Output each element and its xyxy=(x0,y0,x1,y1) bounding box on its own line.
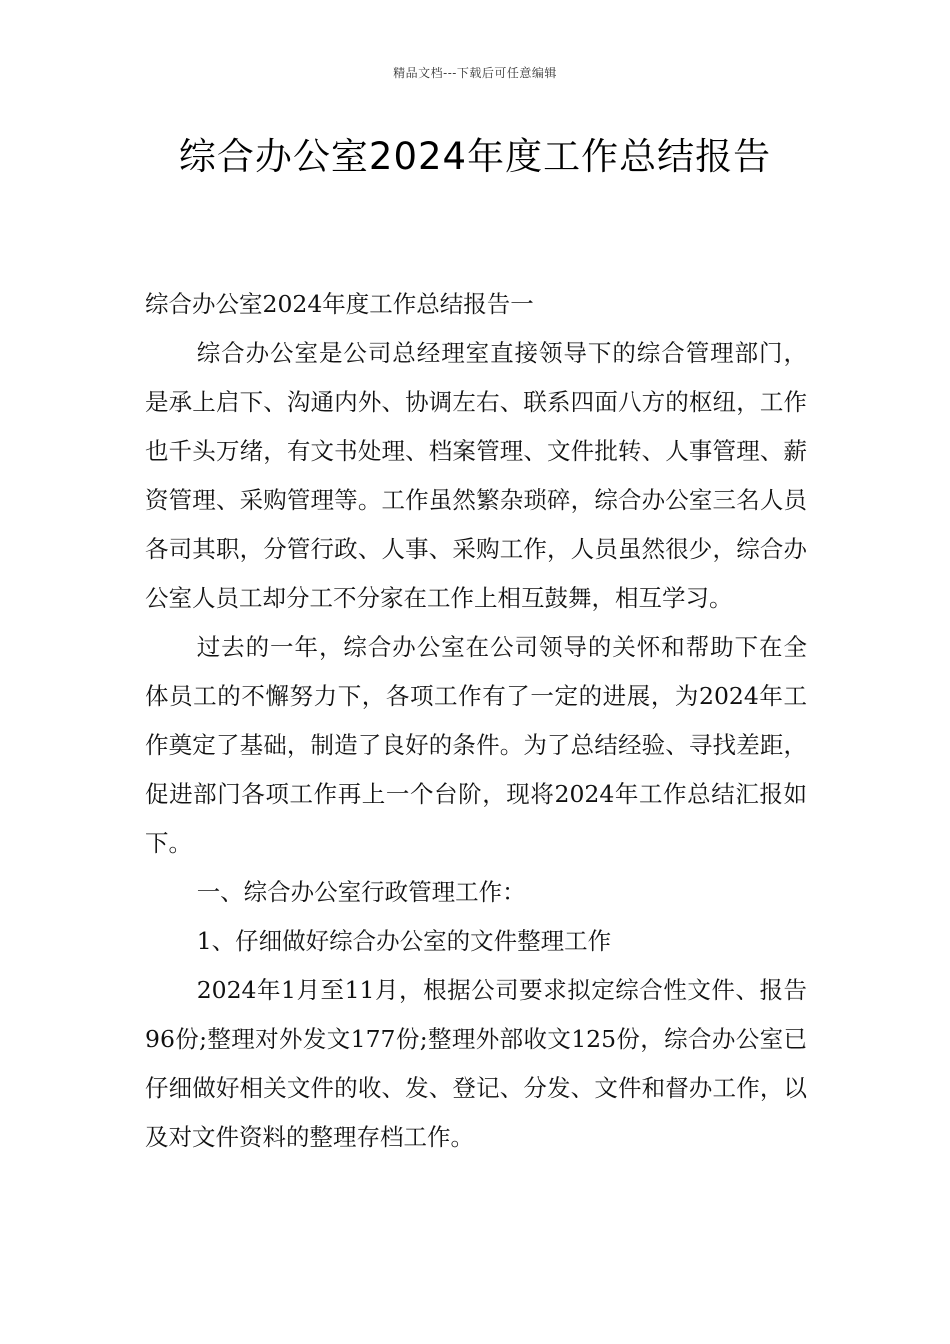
section-subtitle: 综合办公室2024年度工作总结报告一 xyxy=(145,290,534,318)
subsection-heading-files: 1、仔细做好综合办公室的文件整理工作 xyxy=(196,927,612,955)
document-body xyxy=(145,280,807,1162)
section-heading-admin: 一、综合办公室行政管理工作： xyxy=(196,878,526,906)
header-note: 精品文档---下载后可任意编辑 xyxy=(393,66,557,80)
document-title: 综合办公室2024年度工作总结报告 xyxy=(178,135,772,178)
paragraph-review: 过去的一年，综合办公室在公司领导的关怀和帮助下在全体员工的不懈努力下，各项工作有了一定的进展，为2024年工作奠定了基础，制造了良好的条件。为了总结经验、寻找差距，促进部门各项工作再上一个台阶，现将2024年工作总结汇报如下。 xyxy=(145,633,807,857)
paragraph-intro: 综合办公室是公司总经理室直接领导下的综合管理部门，是承上启下、沟通内外、协调左右、联系四面八方的枢纽，工作也千头万绪，有文书处理、档案管理、文件批转、人事管理、薪资管理、采购管理等。工作虽然繁杂琐碎，综合办公室三名人员各司其职，分管行政、人事、采购工作，人员虽然很少，综合办公室人员工却分工不分家在工作上相互鼓舞，相互学习。 xyxy=(145,339,807,612)
paragraph-files-detail: 2024年1月至11月，根据公司要求拟定综合性文件、报告96份;整理对外发文177份;整理外部收文125份，综合办公室已仔细做好相关文件的收、发、登记、分发、文件和督办工作，以及对文件资料的整理存档工作。 xyxy=(145,976,807,1151)
